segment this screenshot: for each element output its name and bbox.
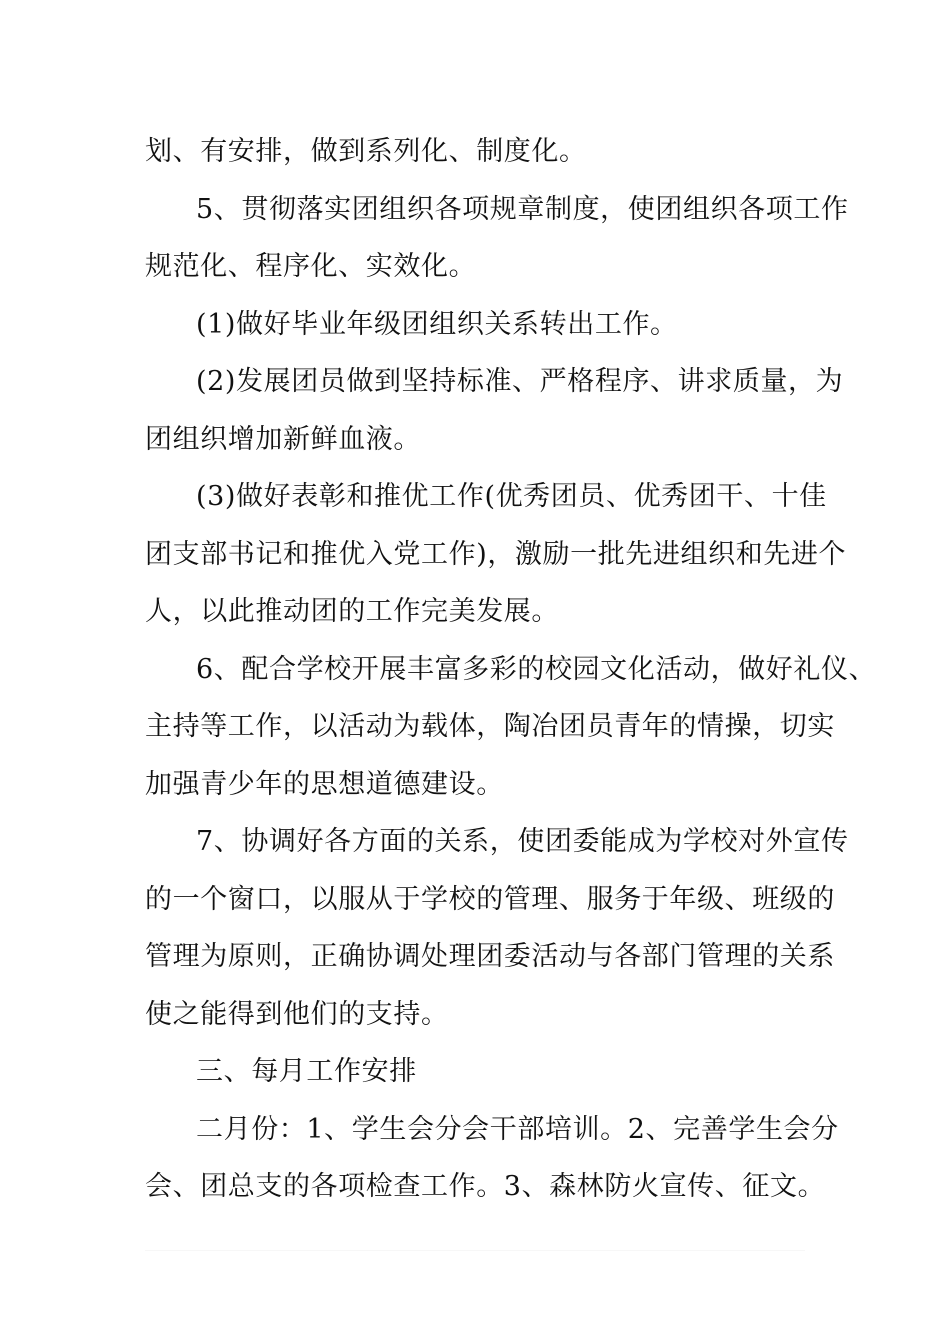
sub-item-2: (2)发展团员做到坚持标准、严格程序、讲求质量，为 xyxy=(196,366,844,397)
text-line: 管理为原则，正确协调处理团委活动与各部门管理的关系 xyxy=(145,941,835,972)
sub-item-3: (3)做好表彰和推优工作(优秀团员、优秀团干、十佳 xyxy=(196,481,827,512)
text-line: 加强青少年的思想道德建设。 xyxy=(145,769,504,800)
page-bottom-divider xyxy=(145,1250,805,1251)
item-5-heading: 5、贯彻落实团组织各项规章制度，使团组织各项工作 xyxy=(196,194,849,225)
section-heading: 三、每月工作安排 xyxy=(196,1056,417,1087)
text-line: 规范化、程序化、实效化。 xyxy=(145,251,477,282)
item-6-heading: 6、配合学校开展丰富多彩的校园文化活动，做好礼仪、 xyxy=(196,654,877,685)
text-line: 划、有安排，做到系列化、制度化。 xyxy=(145,136,587,167)
text-line: 的一个窗口，以服从于学校的管理、服务于年级、班级的 xyxy=(145,884,835,915)
text-line: 团支部书记和推优入党工作)，激励一批先进组织和先进个 xyxy=(145,539,847,570)
text-line: 团组织增加新鲜血液。 xyxy=(145,424,421,455)
text-line: 人，以此推动团的工作完美发展。 xyxy=(145,596,559,627)
text-line: 会、团总支的各项检查工作。3、森林防火宣传、征文。 xyxy=(145,1171,826,1202)
month-plan-line: 二月份：1、学生会分会干部培训。2、完善学生会分 xyxy=(196,1114,839,1145)
sub-item-1: (1)做好毕业年级团组织关系转出工作。 xyxy=(196,309,678,340)
text-line: 使之能得到他们的支持。 xyxy=(145,999,449,1030)
text-line: 主持等工作，以活动为载体，陶冶团员青年的情操，切实 xyxy=(145,711,835,742)
item-7-heading: 7、协调好各方面的关系，使团委能成为学校对外宣传 xyxy=(196,826,849,857)
